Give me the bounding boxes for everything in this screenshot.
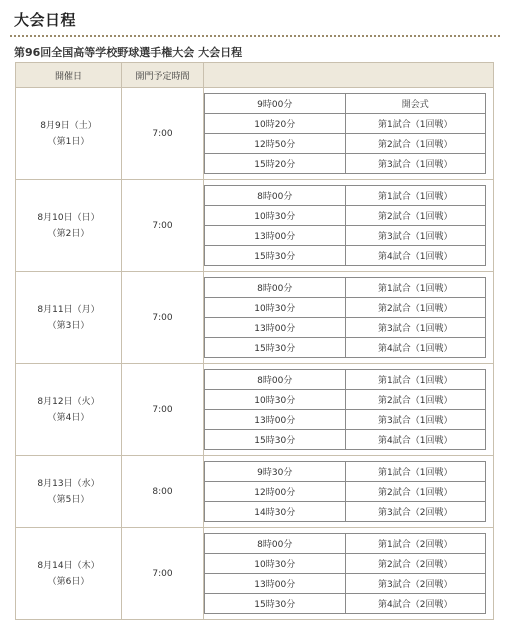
day-row xyxy=(16,272,494,364)
game-time: 15時30分 xyxy=(205,338,346,358)
game-event: 第1試合（1回戦） xyxy=(345,114,486,134)
game-event: 開会式 xyxy=(345,94,486,114)
day-row xyxy=(16,456,494,528)
game-event: 第4試合（2回戦） xyxy=(345,594,486,614)
games-table xyxy=(204,369,486,450)
game-row xyxy=(205,318,486,338)
game-row xyxy=(205,206,486,226)
header-row xyxy=(16,63,494,88)
game-row xyxy=(205,430,486,450)
header-date: 開催日 xyxy=(16,63,122,88)
gate-time: 7:00 xyxy=(122,88,204,180)
gate-time: 7:00 xyxy=(122,364,204,456)
day-number: （第5日） xyxy=(47,494,90,505)
day-number: （第4日） xyxy=(47,412,90,423)
game-row xyxy=(205,186,486,206)
day-date-cell xyxy=(16,364,122,456)
game-time: 13時00分 xyxy=(205,574,346,594)
game-time: 13時00分 xyxy=(205,318,346,338)
gate-time: 7:00 xyxy=(122,272,204,364)
game-event: 第4試合（1回戦） xyxy=(345,338,486,358)
game-time: 10時30分 xyxy=(205,298,346,318)
game-time: 15時30分 xyxy=(205,430,346,450)
game-row xyxy=(205,502,486,522)
day-date: 8月9日（土） xyxy=(40,120,97,131)
game-time: 13時00分 xyxy=(205,226,346,246)
game-row xyxy=(205,114,486,134)
game-row xyxy=(205,154,486,174)
day-number: （第6日） xyxy=(47,576,90,587)
game-event: 第1試合（2回戦） xyxy=(345,534,486,554)
games-cell xyxy=(204,88,494,180)
game-row xyxy=(205,554,486,574)
game-event: 第3試合（1回戦） xyxy=(345,154,486,174)
game-time: 15時30分 xyxy=(205,246,346,266)
game-row xyxy=(205,462,486,482)
day-date-cell xyxy=(16,180,122,272)
game-time: 8時00分 xyxy=(205,370,346,390)
game-event: 第2試合（2回戦） xyxy=(345,554,486,574)
game-time: 8時00分 xyxy=(205,186,346,206)
games-table xyxy=(204,533,486,614)
header-schedule xyxy=(204,63,494,88)
schedule-body xyxy=(16,88,494,620)
day-date-cell xyxy=(16,456,122,528)
game-row xyxy=(205,298,486,318)
game-time: 13時00分 xyxy=(205,410,346,430)
game-row xyxy=(205,338,486,358)
game-time: 12時00分 xyxy=(205,482,346,502)
header-gate-time: 開門予定時間 xyxy=(122,63,204,88)
games-table xyxy=(204,277,486,358)
day-number: （第3日） xyxy=(47,320,90,331)
game-event: 第2試合（1回戦） xyxy=(345,390,486,410)
game-event: 第3試合（2回戦） xyxy=(345,574,486,594)
games-table xyxy=(204,93,486,174)
game-time: 9時30分 xyxy=(205,462,346,482)
game-row xyxy=(205,134,486,154)
game-event: 第1試合（1回戦） xyxy=(345,186,486,206)
game-event: 第4試合（1回戦） xyxy=(345,430,486,450)
game-event: 第2試合（1回戦） xyxy=(345,298,486,318)
day-row xyxy=(16,180,494,272)
day-date: 8月14日（木） xyxy=(37,560,100,571)
game-event: 第3試合（1回戦） xyxy=(345,226,486,246)
game-event: 第1試合（1回戦） xyxy=(345,278,486,298)
game-time: 15時20分 xyxy=(205,154,346,174)
day-number: （第1日） xyxy=(47,136,90,147)
games-cell xyxy=(204,456,494,528)
schedule-subtitle: 第96回全国高等学校野球選手権大会 大会日程 xyxy=(14,46,243,59)
game-time: 8時00分 xyxy=(205,278,346,298)
game-row xyxy=(205,482,486,502)
day-row xyxy=(16,528,494,620)
game-row xyxy=(205,246,486,266)
game-event: 第2試合（1回戦） xyxy=(345,206,486,226)
day-date: 8月10日（日） xyxy=(37,212,100,223)
day-row xyxy=(16,364,494,456)
game-row xyxy=(205,574,486,594)
game-row xyxy=(205,534,486,554)
game-event: 第1試合（1回戦） xyxy=(345,462,486,482)
day-date: 8月12日（火） xyxy=(37,396,100,407)
game-time: 15時30分 xyxy=(205,594,346,614)
game-time: 14時30分 xyxy=(205,502,346,522)
game-row xyxy=(205,410,486,430)
day-number: （第2日） xyxy=(47,228,90,239)
game-time: 9時00分 xyxy=(205,94,346,114)
day-date-cell xyxy=(16,528,122,620)
gate-time: 8:00 xyxy=(122,456,204,528)
games-cell xyxy=(204,364,494,456)
game-event: 第3試合（2回戦） xyxy=(345,502,486,522)
day-row xyxy=(16,88,494,180)
game-time: 8時00分 xyxy=(205,534,346,554)
game-event: 第2試合（1回戦） xyxy=(345,482,486,502)
games-table xyxy=(204,461,486,522)
game-row xyxy=(205,370,486,390)
games-cell xyxy=(204,272,494,364)
game-event: 第4試合（1回戦） xyxy=(345,246,486,266)
game-time: 10時30分 xyxy=(205,206,346,226)
game-time: 10時20分 xyxy=(205,114,346,134)
day-date: 8月11日（月） xyxy=(37,304,100,315)
game-event: 第3試合（1回戦） xyxy=(345,318,486,338)
game-event: 第2試合（1回戦） xyxy=(345,134,486,154)
game-event: 第1試合（1回戦） xyxy=(345,370,486,390)
game-row xyxy=(205,594,486,614)
game-event: 第3試合（1回戦） xyxy=(345,410,486,430)
gate-time: 7:00 xyxy=(122,528,204,620)
day-date-cell xyxy=(16,88,122,180)
day-date: 8月13日（水） xyxy=(37,478,100,489)
gate-time: 7:00 xyxy=(122,180,204,272)
game-row xyxy=(205,278,486,298)
games-cell xyxy=(204,528,494,620)
games-cell xyxy=(204,180,494,272)
title-divider xyxy=(10,35,500,37)
schedule-table xyxy=(15,62,494,620)
game-row xyxy=(205,94,486,114)
games-table xyxy=(204,185,486,266)
game-time: 10時30分 xyxy=(205,390,346,410)
page-title: 大会日程 xyxy=(14,11,77,29)
game-time: 12時50分 xyxy=(205,134,346,154)
game-row xyxy=(205,390,486,410)
game-time: 10時30分 xyxy=(205,554,346,574)
day-date-cell xyxy=(16,272,122,364)
game-row xyxy=(205,226,486,246)
